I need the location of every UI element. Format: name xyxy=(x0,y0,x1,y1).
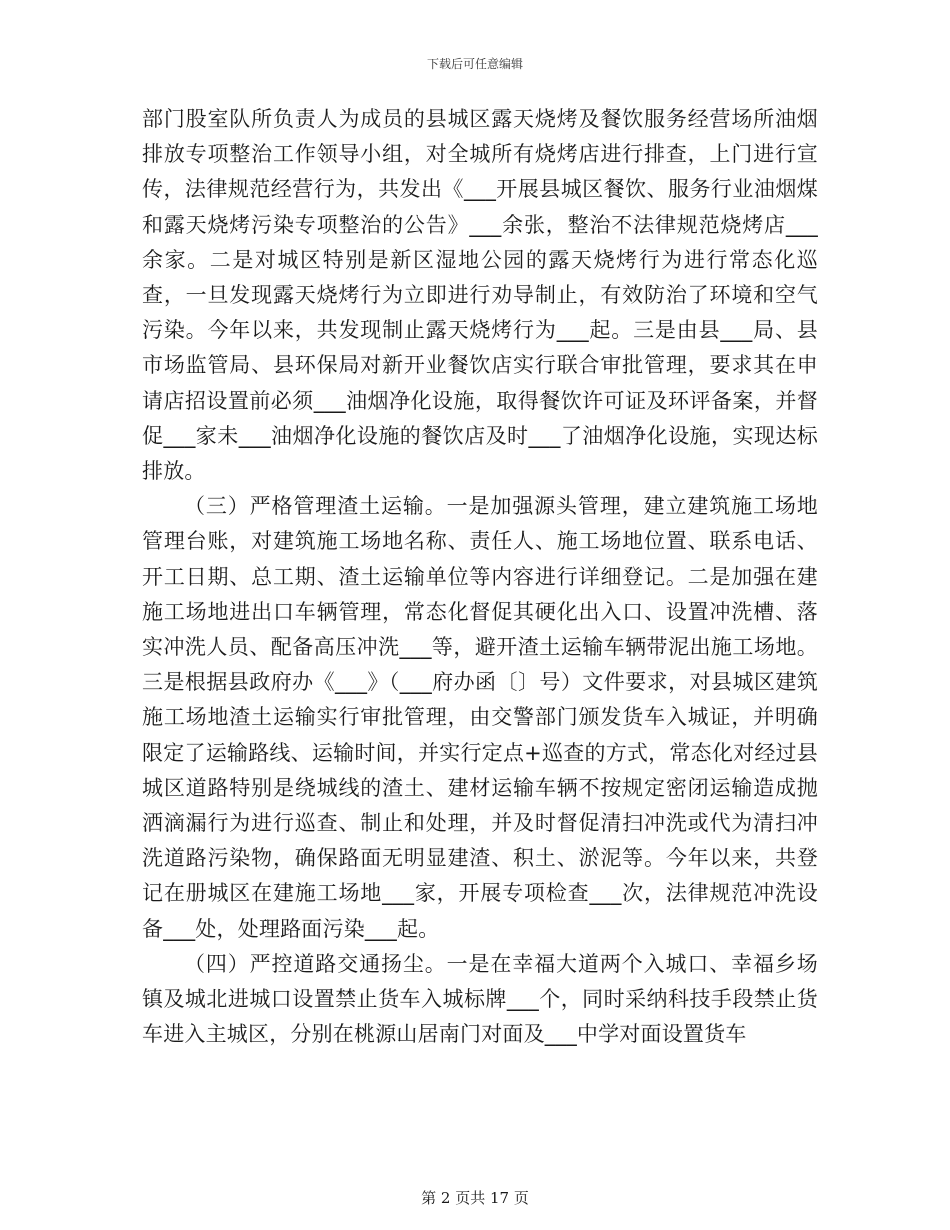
paragraph-continuation: 部门股室队所负责人为成员的县城区露天烧烤及餐饮服务经营场所油烟排放专项整治工作领导小组，对全城所有烧烤店进行排查，上门进行宣传，法律规范经营行为，共发出《___开展县城区餐饮、服务行业油烟煤和露天烧烤污染专项整治的公告》___余张，整治不法律规范烧烤店___余家。二是对城区特别是新区湿地公园的露天烧烤行为进行常态化巡查，一旦发现露天烧烤行为立即进行劝导制止，有效防治了环境和空气污染。今年以来，共发现制止露天烧烤行为___起。三是由县___局、县市场监管局、县环保局对新开业餐饮店实行联合审批管理，要求其在申请店招设置前必须___油烟净化设施，取得餐饮许可证及环评备案，并督促___家未___油烟净化设施的餐饮店及时___了油烟净化设施，实现达标排放。 xyxy=(142,107,818,484)
page-header-note: 下载后可任意编辑 xyxy=(426,57,523,71)
document-body xyxy=(142,102,818,1052)
page-number: 第 2 页共 17 页 xyxy=(421,1189,529,1207)
paragraph-section-4: （四）严控道路交通扬尘。一是在幸福大道两个入城口、幸福乡场镇及城北进城口设置禁止货车入城标牌___个，同时采纳科技手段禁止货车进入主城区，分别在桃源山居南门对面及___中学对面设置货车 xyxy=(142,951,818,1047)
paragraph-section-3: （三）严格管理渣土运输。一是加强源头管理，建立建筑施工场地管理台账，对建筑施工场地名称、责任人、施工场地位置、联系电话、开工日期、总工期、渣土运输单位等内容进行详细登记。二是加强在建施工场地进出口车辆管理，常态化督促其硬化出入口、设置冲洗槽、落实冲洗人员、配备高压冲洗___等，避开渣土运输车辆带泥出施工场地。三是根据县政府办《___》（___府办函〔〕号）文件要求，对县城区建筑施工场地渣土运输实行审批管理，由交警部门颁发货车入城证，并明确限定了运输路线、运输时间，并实行定点+巡查的方式，常态化对经过县城区道路特别是绕城线的渣土、建材运输车辆不按规定密闭运输造成抛洒滴漏行为进行巡查、制止和处理，并及时督促清扫冲洗或代为清扫冲洗道路污染物，确保路面无明显建渣、积土、淤泥等。今年以来，共登记在册城区在建施工场地___家，开展专项检查___次，法律规范冲洗设备___处，处理路面污染___起。 xyxy=(142,494,818,941)
